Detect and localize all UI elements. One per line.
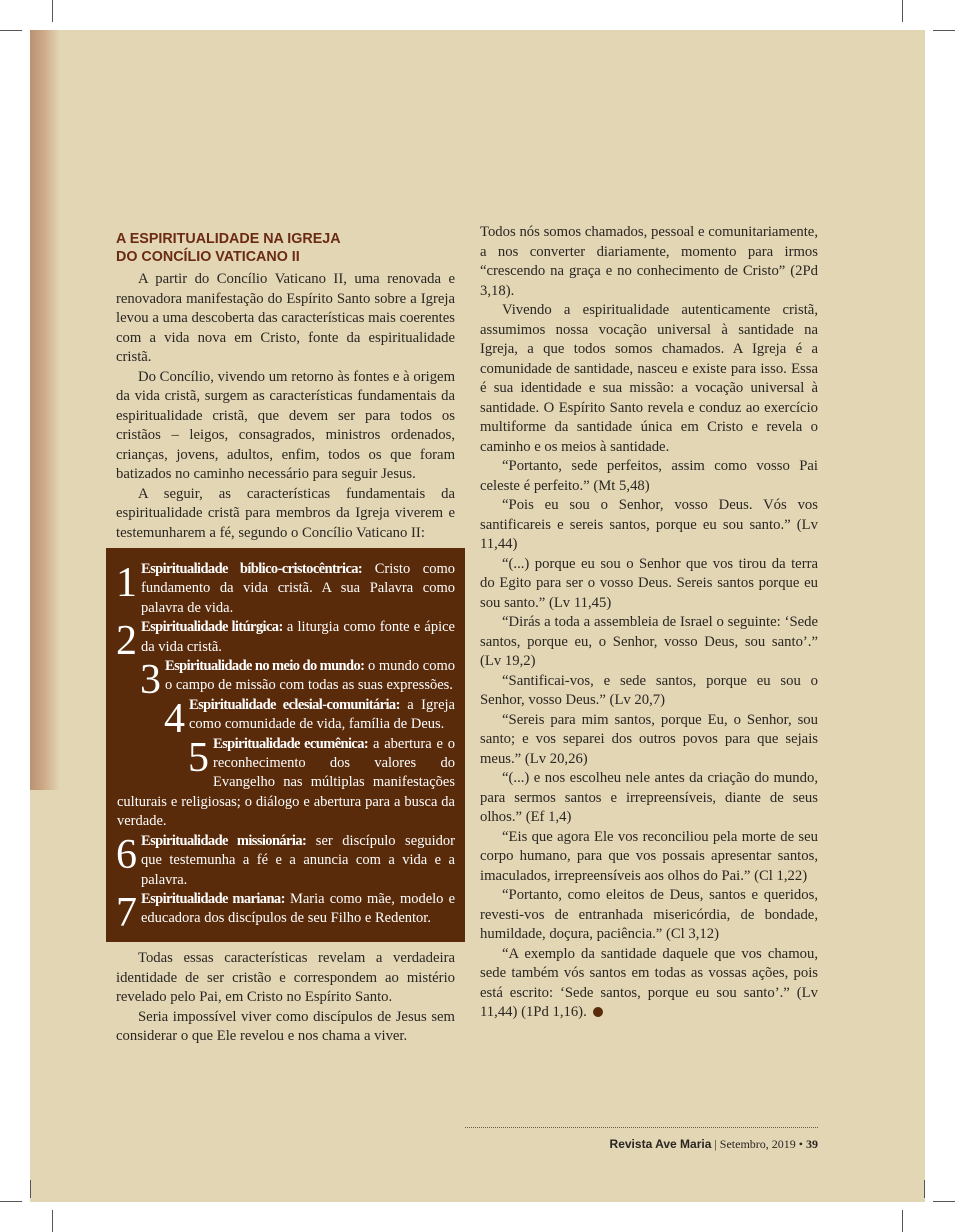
scripture-quote: “Santificai-vos, e sede santos, porque eu sou o Senhor, vosso Deus.” (Lv 20,7) xyxy=(480,672,818,708)
item-title: Espiritualidade eclesial-comunitária: xyxy=(189,696,400,713)
edge-photo-strip xyxy=(30,30,60,790)
item-text: o mundo como o campo de missão com todas as suas expressões. xyxy=(165,658,455,694)
item-title: Espiritualidade missionária: xyxy=(141,832,307,849)
characteristic-item xyxy=(117,695,455,742)
magazine-name: Revista Ave Maria xyxy=(609,1137,712,1151)
characteristic-item xyxy=(117,832,455,890)
crop-mark xyxy=(52,1210,53,1232)
item-text: ser discípulo seguidor que testemunha a fé e a anuncia com a vida e a palavra. xyxy=(141,832,455,888)
body-paragraph: Vivendo a espiritualidade autenticamente cristã, assumimos nossa vocação universal à santidade na Igreja, a que todos somos chamados. A Igreja é a comunidade de santidade, nasceu e existe para isso. Essa é sua identidade e sua missão: a vocação universal à santidade. O Espírito Santo revela e conduz ao exercício multiforme da santidade única em Cristo e revela o caminho e os meios à santidade. xyxy=(480,302,818,455)
heading-line-2: DO CONCÍLIO VATICANO II xyxy=(116,249,300,265)
closing-paragraph: Seria impossível viver como discípulos de Jesus sem considerar o que Ele revelou e nos chama a viver. xyxy=(116,1008,455,1044)
item-title: Espiritualidade no meio do mundo: xyxy=(165,658,365,675)
item-title: Espiritualidade litúrgica: xyxy=(141,619,283,636)
final-quote-text: “A exemplo da santidade daquele que vos chamou, sede também vós santos em todas as vossas ações, pois está escrito: ‘Sede santos, porque eu sou santo’.” (Lv 11,44) (1Pd 1,16). xyxy=(480,945,818,1020)
characteristic-item xyxy=(117,735,455,832)
characteristic-item xyxy=(116,618,455,665)
page-number: 39 xyxy=(806,1137,818,1151)
issue-date: Setembro, 2019 • xyxy=(719,1137,803,1151)
item-text: Maria como mãe, modelo e educadora dos discípulos de seu Filho e Redentor. xyxy=(141,890,456,927)
page-footer xyxy=(610,1137,818,1152)
characteristic-item xyxy=(117,657,455,704)
characteristic-item xyxy=(116,889,456,936)
scripture-quote: “Dirás a toda a assembleia de Israel o seguinte: ‘Sede santos, porque eu, o Senhor, vosso Deus, sou santo’.” (Lv 19,2) xyxy=(480,614,818,669)
intro-paragraph: A seguir, as características fundamentais da espiritualidade cristã para membros da Igreja viverem e testemunharem a fé, segundo o Concílio Vaticano II: xyxy=(116,485,455,541)
left-column-closing xyxy=(116,949,455,1047)
end-of-article-dot-icon xyxy=(593,1007,603,1017)
scripture-quote xyxy=(480,945,818,1023)
characteristics-box xyxy=(106,548,465,942)
item-number: 7 xyxy=(116,889,137,936)
crop-mark xyxy=(902,1210,903,1232)
crop-mark xyxy=(0,30,22,31)
item-number: 1 xyxy=(116,560,137,606)
right-column xyxy=(480,223,818,1023)
scripture-quote: “Pois eu sou o Senhor, vosso Deus. Vós vos santificareis e sereis santos, porque eu sou santo.” (Lv 11,44) xyxy=(480,497,818,552)
scripture-quote: “(...) porque eu sou o Senhor que vos tirou da terra do Egito para ser o vosso Deus. Sereis santos porque eu sou santo.” (Lv 11,45) xyxy=(480,555,818,611)
item-text: a abertura e o reconhecimento dos valores do Evangelho nas múltiplas manifestações culturais e religiosas; o diálogo e abertura para a busca da verdade. xyxy=(117,735,455,830)
crop-mark xyxy=(52,0,53,22)
item-number: 4 xyxy=(164,695,185,742)
scripture-quote: “Portanto, como eleitos de Deus, santos e queridos, revesti-vos de entranhada misericórdia, de bondade, humildade, doçura, paciência.” (Cl 3,12) xyxy=(480,887,818,942)
left-column xyxy=(116,228,455,543)
item-title: Espiritualidade mariana: xyxy=(141,890,285,907)
scripture-quote: “Eis que agora Ele vos reconciliou pela morte de seu corpo humano, para que vos possais apresentar santos, imaculados, irrepreensíveis aos olhos do Pai.” (Cl 1,22) xyxy=(480,828,818,884)
item-text: Cristo como fundamento da vida cristã. A sua Palavra como palavra de vida. xyxy=(141,561,455,616)
scripture-quote: “Portanto, sede perfeitos, assim como vosso Pai celeste é perfeito.” (Mt 5,48) xyxy=(480,458,818,494)
footer-rule xyxy=(465,1127,818,1128)
intro-paragraph: A partir do Concílio Vaticano II, uma renovada e renovadora manifestação do Espírito Santo sobre a Igreja levou a uma descoberta das características mais coerentes com a vida nova em Cristo, fonte da espiritualidade cristã. xyxy=(116,271,455,365)
crop-mark xyxy=(0,1201,22,1202)
crop-mark xyxy=(902,0,903,22)
section-heading xyxy=(116,230,455,266)
item-title: Espiritualidade ecumênica: xyxy=(213,735,369,752)
closing-paragraph: Todas essas características revelam a verdadeira identidade de ser cristão e correspondem ao mistério revelado pelo Pai, em Cristo no Espírito Santo. xyxy=(116,950,455,1005)
footer-separator: | xyxy=(714,1137,717,1151)
item-number: 3 xyxy=(140,657,161,704)
scripture-quote: “(...) e nos escolheu nele antes da criação do mundo, para sermos santos e irrepreensíveis, diante de seus olhos.” (Ef 1,4) xyxy=(480,770,818,825)
item-number: 6 xyxy=(116,831,137,878)
item-text: a liturgia como fonte e ápice da vida cristã. xyxy=(141,619,455,655)
crop-mark xyxy=(933,1201,955,1202)
scripture-quote: “Sereis para mim santos, porque Eu, o Senhor, sou santo; e vos separei dos outros povos para que sejais meus.” (Lv 20,26) xyxy=(480,711,818,767)
characteristic-item xyxy=(117,560,455,618)
crop-mark xyxy=(924,1180,925,1198)
crop-mark xyxy=(30,1180,31,1198)
body-paragraph: Todos nós somos chamados, pessoal e comunitariamente, a nos converter diariamente, momento para irmos “crescendo na graça e no conhecimento de Cristo” (2Pd 3,18). xyxy=(480,224,818,299)
item-text: a Igreja como comunidade de vida, família de Deus. xyxy=(189,696,455,733)
crop-mark xyxy=(933,30,955,31)
heading-line-1: A ESPIRITUALIDADE NA IGREJA xyxy=(116,231,341,247)
item-title: Espiritualidade bíblico-cristocêntrica: xyxy=(141,561,363,577)
item-number: 2 xyxy=(116,618,137,665)
intro-paragraph: Do Concílio, vivendo um retorno às fontes e à origem da vida cristã, surgem as características fundamentais da espiritualidade cristã, que devem ser para todos os cristãos – leigos, consagrados, ministros ordenados, crianças, jovens, adultos, enfim, todos os que foram batizados no caminho necessário para seguir Jesus. xyxy=(116,368,455,482)
item-number: 5 xyxy=(188,734,209,781)
